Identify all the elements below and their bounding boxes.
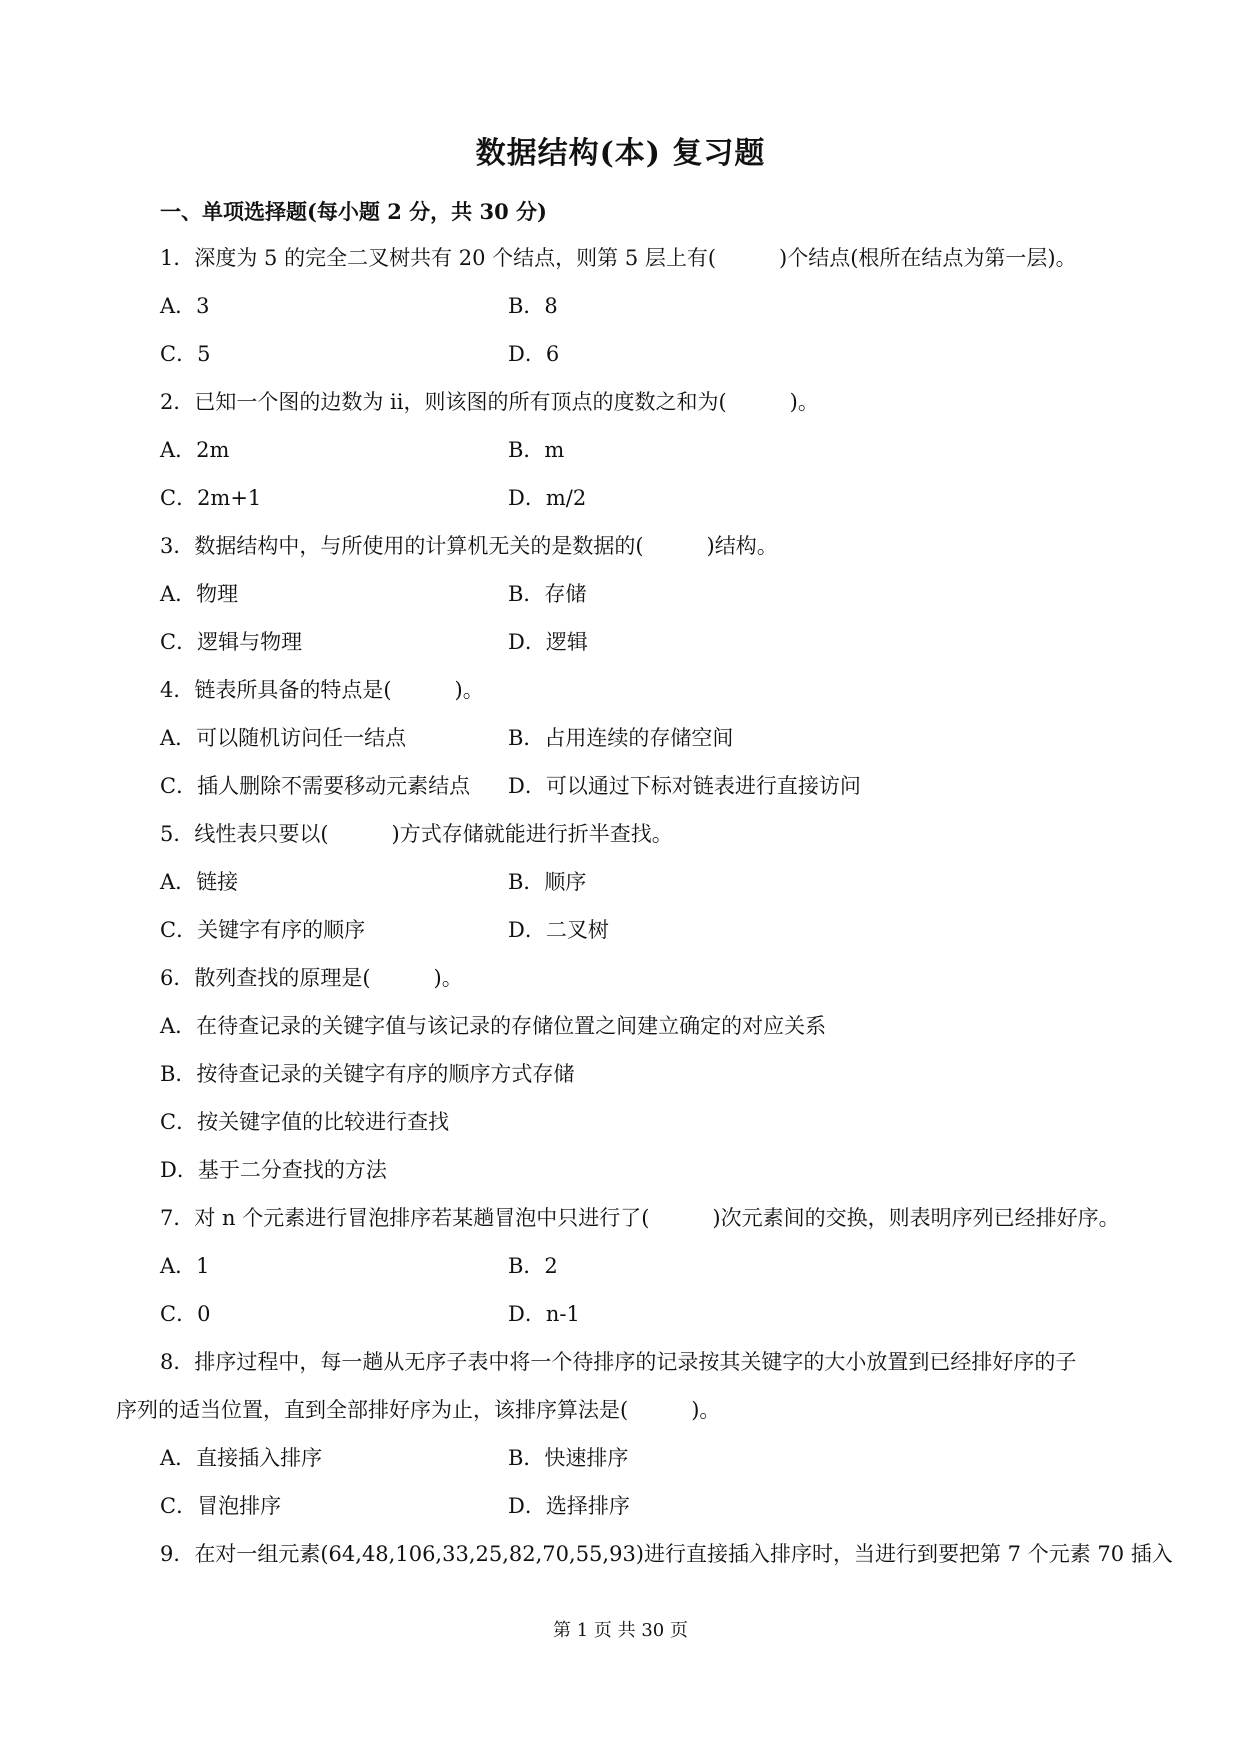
question-4-option-d: D．可以通过下标对链表进行直接访问 — [508, 774, 861, 798]
question-3-option-b: B．存储 — [508, 582, 587, 606]
question-7-option-a: A．1 — [160, 1254, 210, 1278]
question-3-option-d: D．逻辑 — [508, 630, 588, 654]
question-5-option-a: A．链接 — [160, 870, 239, 894]
question-2-option-a: A．2m — [160, 438, 230, 462]
question-4-option-a: A．可以随机访问任一结点 — [160, 726, 407, 750]
question-5-stem: 5．线性表只要以( )方式存储就能进行折半查找。 — [160, 822, 673, 846]
question-3-option-c: C．逻辑与物理 — [160, 630, 303, 654]
question-4-option-c: C．插人删除不需要移动元素结点 — [160, 774, 471, 798]
section-heading: 一、单项选择题(每小题 2 分，共 30 分) — [160, 199, 547, 224]
question-8-stem-line-2: 序列的适当位置，直到全部排好序为止，该排序算法是( )。 — [116, 1398, 721, 1422]
question-6-option-c: C．按关键字值的比较进行查找 — [160, 1110, 450, 1134]
page-footer: 第 1 页 共 30 页 — [553, 1620, 688, 1641]
question-8-option-a: A．直接插入排序 — [160, 1446, 323, 1470]
question-4-option-b: B．占用连续的存储空间 — [508, 726, 734, 750]
question-8-option-b: B．快速排序 — [508, 1446, 629, 1470]
question-7-option-c: C．0 — [160, 1302, 211, 1326]
question-1-option-b: B．8 — [508, 294, 558, 318]
question-2-option-d: D．m/2 — [508, 486, 587, 510]
question-6-option-b: B．按待查记录的关键字有序的顺序方式存储 — [160, 1062, 575, 1086]
question-8-stem-line-1: 8．排序过程中，每一趟从无序子表中将一个待排序的记录按其关键字的大小放置到已经排好序的子 — [160, 1350, 1077, 1374]
question-2-stem: 2．已知一个图的边数为 ii，则该图的所有顶点的度数之和为( )。 — [160, 390, 819, 414]
question-6-stem: 6．散列查找的原理是( )。 — [160, 966, 463, 990]
question-6-option-d: D．基于二分查找的方法 — [160, 1158, 387, 1182]
question-7-stem: 7．对 n 个元素进行冒泡排序若某趟冒泡中只进行了( )次元素间的交换，则表明序列已经排好序。 — [160, 1206, 1120, 1230]
question-5-option-c: C．关键字有序的顺序 — [160, 918, 366, 942]
question-3-stem: 3．数据结构中，与所使用的计算机无关的是数据的( )结构。 — [160, 534, 778, 558]
question-2-option-b: B．m — [508, 438, 565, 462]
question-3-option-a: A．物理 — [160, 582, 239, 606]
question-1-option-a: A．3 — [160, 294, 210, 318]
question-5-option-b: B．顺序 — [508, 870, 587, 894]
question-1-stem: 1．深度为 5 的完全二叉树共有 20 个结点，则第 5 层上有( )个结点(根所在结点为第一层)。 — [160, 246, 1077, 270]
question-6-option-a: A．在待查记录的关键字值与该记录的存储位置之间建立确定的对应关系 — [160, 1014, 827, 1038]
question-8-option-c: C．冒泡排序 — [160, 1494, 282, 1518]
question-1-option-d: D．6 — [508, 342, 560, 366]
question-4-stem: 4．链表所具备的特点是( )。 — [160, 678, 484, 702]
question-1-option-c: C．5 — [160, 342, 211, 366]
question-9-stem: 9．在对一组元素(64,48,106,33,25,82,70,55,93)进行直接插入排序时，当进行到要把第 7 个元素 70 插入 — [160, 1542, 1173, 1566]
question-2-option-c: C．2m+1 — [160, 486, 262, 510]
question-7-option-d: D．n-1 — [508, 1302, 580, 1326]
page-title: 数据结构(本) 复习题 — [475, 136, 766, 171]
question-7-option-b: B．2 — [508, 1254, 558, 1278]
question-8-option-d: D．选择排序 — [508, 1494, 630, 1518]
question-5-option-d: D．二叉树 — [508, 918, 609, 942]
